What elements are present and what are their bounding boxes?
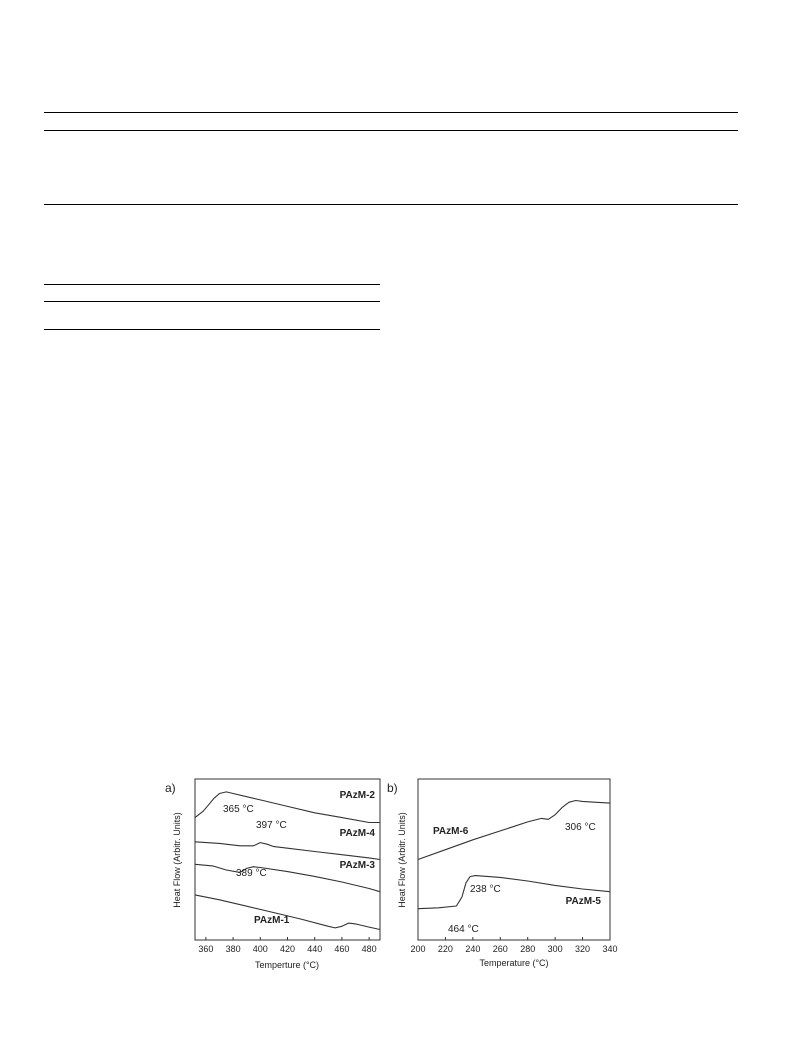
transition-annotation-pazm-3: 389 °C xyxy=(236,868,267,879)
panel-b-frame xyxy=(418,779,610,940)
a-x-tick-label-400: 400 xyxy=(252,944,268,954)
b-x-tick-label-280: 280 xyxy=(520,944,536,954)
a-x-tick-label-460: 460 xyxy=(334,944,350,954)
transition-annotation-pazm-1: 464 °C xyxy=(448,924,479,935)
panel-a-y-axis-label: Heat Flow (Arbitr. Units) xyxy=(172,812,182,908)
transition-annotation-pazm-4: 397 °C xyxy=(256,820,287,831)
panel-b-label: b) xyxy=(387,781,398,795)
transition-annotation-pazm-5: 238 °C xyxy=(470,884,501,895)
a-x-tick-label-360: 360 xyxy=(198,944,214,954)
panel-b xyxy=(387,779,618,968)
series-label-pazm-5: PAzM-5 xyxy=(565,896,601,907)
b-x-tick-label-340: 340 xyxy=(602,944,618,954)
b-x-tick-label-200: 200 xyxy=(410,944,426,954)
panel-b-y-axis-label: Heat Flow (Arbitr. Units) xyxy=(397,812,407,908)
b-x-tick-label-300: 300 xyxy=(547,944,563,954)
b-x-tick-label-240: 240 xyxy=(465,944,481,954)
panel-a xyxy=(165,779,479,970)
transition-annotation-pazm-2: 365 °C xyxy=(223,804,254,815)
panel-a-x-axis-label: Temperture (°C) xyxy=(254,960,320,970)
transition-annotation-pazm-6: 306 °C xyxy=(565,822,596,833)
series-label-pazm-6: PAzM-6 xyxy=(433,826,469,837)
panel-a-series-labels xyxy=(223,790,479,935)
series-label-pazm-3: PAzM-3 xyxy=(339,860,375,871)
panel-a-label: a) xyxy=(165,781,176,795)
panel-b-series-labels xyxy=(433,822,601,907)
series-label-pazm-4: PAzM-4 xyxy=(339,828,375,839)
series-label-pazm-2: PAzM-2 xyxy=(339,790,375,801)
b-x-tick-label-220: 220 xyxy=(437,944,453,954)
b-x-tick-label-320: 320 xyxy=(575,944,591,954)
panel-b-series xyxy=(418,801,610,909)
a-x-tick-label-440: 440 xyxy=(307,944,323,954)
series-line-pazm-4 xyxy=(195,842,380,860)
series-label-pazm-1: PAzM-1 xyxy=(254,915,290,926)
b-x-tick-label-260: 260 xyxy=(492,944,508,954)
a-x-tick-label-420: 420 xyxy=(279,944,296,954)
a-x-tick-label-380: 380 xyxy=(225,944,241,954)
panel-b-x-axis-label: Temperature (°C) xyxy=(479,958,549,968)
a-x-tick-label-480: 480 xyxy=(361,944,377,954)
